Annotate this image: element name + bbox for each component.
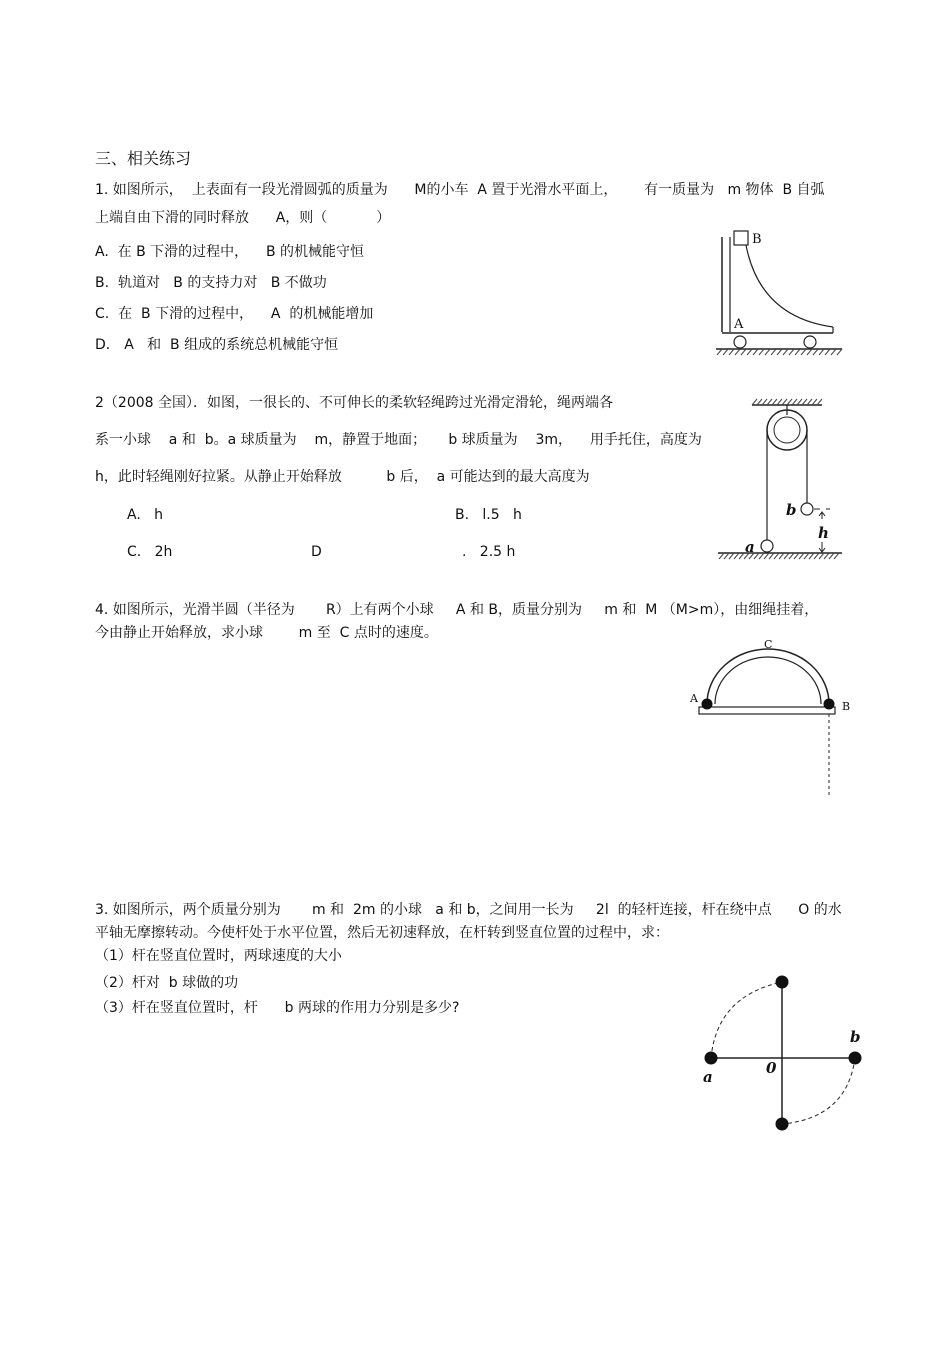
wheel-left — [734, 336, 746, 348]
q4-semicircle-figure — [685, 630, 860, 805]
base-plate — [699, 707, 835, 714]
hatch-mark — [719, 553, 724, 559]
hatch-mark — [807, 399, 812, 405]
q1-option-b: B. 轨道对 B 的支持力对 B 不做功 — [95, 275, 327, 291]
hatch-mark — [789, 349, 794, 355]
hatch-mark — [817, 399, 822, 405]
hatch-mark — [747, 349, 752, 355]
hatch-mark — [734, 553, 739, 559]
q2-option-c: C. 2h — [127, 544, 173, 560]
hatch-mark — [752, 399, 757, 405]
hatch-mark — [799, 553, 804, 559]
hatch-mark — [813, 349, 818, 355]
hatch-mark — [759, 349, 764, 355]
hatch-mark — [792, 399, 797, 405]
q3-subquestion-2: （2）杆对 b 球做的功 — [95, 975, 239, 991]
hatch-mark — [717, 349, 722, 355]
hatch-mark — [757, 399, 762, 405]
ball-b — [801, 503, 813, 515]
ball-bottom — [776, 1118, 789, 1131]
q2-text-line3: h，此时轻绳刚好拉紧。从静止开始释放 b 后， a 可能达到的最大高度为 — [95, 469, 590, 485]
hatch-mark — [834, 553, 839, 559]
q1-text-line1: 1. 如图所示， 上表面有一段光滑圆弧的质量为 M的小车 A 置于光滑水平面上， 有一质量为 m 物体 B 自弧 — [95, 182, 825, 198]
q1-fig-label-a: A — [734, 317, 744, 332]
hatch-mark — [771, 349, 776, 355]
q2-option-d-value: . 2.5 h — [462, 544, 516, 560]
ball-a — [761, 540, 773, 552]
ball-b — [824, 699, 835, 710]
hatch-mark — [754, 553, 759, 559]
hatch-mark — [762, 399, 767, 405]
q3-fig-label-o: 0 — [766, 1059, 777, 1077]
q3-fig-label-a: a — [703, 1068, 713, 1086]
hatch-mark — [765, 349, 770, 355]
section-title: 三、相关练习 — [95, 149, 192, 168]
hatch-mark — [729, 553, 734, 559]
q3-subquestion-1: （1）杆在竖直位置时，两球速度的大小 — [95, 948, 342, 964]
hatch-mark — [764, 553, 769, 559]
hatch-mark — [825, 349, 830, 355]
q2-text-line1: 2（2008 全国）．如图，一很长的、不可伸长的柔软轻绳跨过光滑定滑轮，绳两端各 — [95, 395, 613, 411]
hatch-mark — [772, 399, 777, 405]
hatch-mark — [777, 399, 782, 405]
hatch-mark — [774, 553, 779, 559]
q4-text-line1: 4. 如图所示，光滑半圆（半径为 R）上有两个小球 A 和 B，质量分别为 m 和 M （M>m），由细绳挂着， — [95, 602, 819, 618]
hatch-mark — [829, 553, 834, 559]
hatch-mark — [809, 553, 814, 559]
q3-rod-figure — [695, 970, 870, 1140]
hatch-mark — [824, 553, 829, 559]
hatch-mark — [795, 349, 800, 355]
q4-fig-label-c: C — [764, 638, 773, 651]
q3-fig-label-b: b — [850, 1028, 861, 1046]
wheel-right — [804, 336, 816, 348]
q1-option-c: C. 在 B 下滑的过程中， A 的机械能增加 — [95, 306, 374, 322]
hatch-mark — [819, 349, 824, 355]
path-a — [711, 982, 782, 1058]
q4-fig-label-b: B — [842, 700, 851, 713]
hatch-mark — [797, 399, 802, 405]
ball-a — [705, 1052, 718, 1065]
hatch-mark — [801, 349, 806, 355]
path-b — [782, 1058, 855, 1124]
q3-text-line2: 平轴无摩擦转动。今使杆处于水平位置，然后无初速释放，在杆转到竖直位置的过程中，求： — [95, 925, 669, 941]
q2-option-a: A. h — [127, 507, 164, 523]
q1-fig-label-b: B — [752, 232, 762, 247]
arc-track — [746, 245, 833, 327]
pulley-wheel — [767, 410, 807, 450]
q3-text-line1: 3. 如图所示，两个质量分别为 m 和 2m 的小球 a 和 b，之间用一长为 2l 的轻杆连接，杆在绕中点 O 的水 — [95, 902, 842, 918]
q2-option-d-letter: D — [311, 544, 322, 560]
hatch-mark — [767, 399, 772, 405]
hatch-mark — [804, 553, 809, 559]
ball-top — [776, 976, 789, 989]
hatch-mark — [782, 399, 787, 405]
ball-a — [702, 699, 713, 710]
hatch-mark — [837, 349, 842, 355]
ball-b — [849, 1052, 862, 1065]
hatch-mark — [729, 349, 734, 355]
hatch-mark — [814, 553, 819, 559]
hatch-mark — [783, 349, 788, 355]
hatch-mark — [724, 553, 729, 559]
q2-pulley-figure — [712, 395, 852, 565]
hatch-mark — [794, 553, 799, 559]
q2-fig-label-b: b — [786, 501, 797, 519]
hatch-mark — [819, 553, 824, 559]
block-b — [734, 231, 748, 245]
q2-text-line2: 系一小球 a 和 b。a 球质量为 m，静置于地面； b 球质量为 3m， 用手托住，高度为 — [95, 432, 702, 448]
q1-option-a: A. 在 B 下滑的过程中， B 的机械能守恒 — [95, 244, 365, 260]
hatch-mark — [759, 553, 764, 559]
q2-option-b: B. l.5 h — [455, 507, 522, 523]
q4-fig-label-a: A — [690, 692, 698, 705]
hatch-mark — [741, 349, 746, 355]
hatch-mark — [831, 349, 836, 355]
q2-fig-label-h: h — [818, 524, 829, 542]
hatch-mark — [739, 553, 744, 559]
q4-text-line2: 今由静止开始释放，求小球 m 至 C 点时的速度。 — [95, 625, 438, 641]
hatch-mark — [807, 349, 812, 355]
hatch-mark — [777, 349, 782, 355]
hatch-mark — [789, 553, 794, 559]
hatch-mark — [723, 349, 728, 355]
hatch-mark — [779, 553, 784, 559]
hatch-mark — [735, 349, 740, 355]
hatch-mark — [769, 553, 774, 559]
hatch-mark — [753, 349, 758, 355]
hatch-mark — [787, 399, 792, 405]
hatch-mark — [812, 399, 817, 405]
hatch-mark — [802, 399, 807, 405]
inner-semicircle — [715, 657, 821, 704]
q1-option-d: D． A 和 B 组成的系统总机械能守恒 — [95, 337, 339, 353]
q2-fig-label-a: a — [745, 538, 755, 556]
q1-cart-figure — [710, 225, 850, 360]
hatch-mark — [784, 553, 789, 559]
q3-subquestion-3: （3）杆在竖直位置时，杆 b 两球的作用力分别是多少? — [95, 1000, 460, 1016]
q1-text-line2: 上端自由下滑的同时释放 A，则（ ） — [95, 210, 391, 226]
